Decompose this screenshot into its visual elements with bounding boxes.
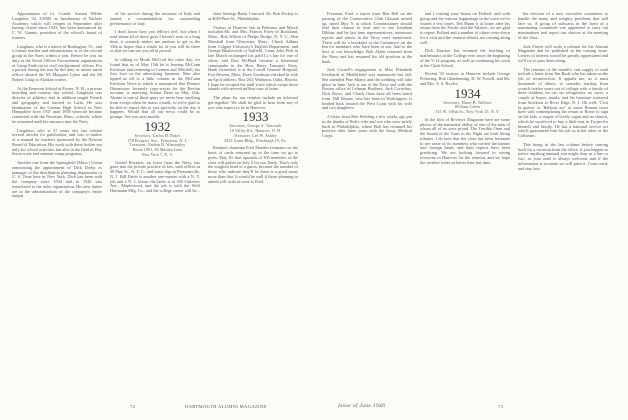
column-2: [110, 12, 200, 394]
article-paragraph: and I visiting your house on Federal. and with going and the various happenings in the town we've visited a few times. Ted Mann is at home after his return from the Pacific and the Atlantic, we are glad to report. Pollard and a number of others were down for a visit and the reunion details are coming along well.: [420, 12, 510, 45]
left-page-number: 72: [130, 404, 136, 409]
issue-date: Issue of June 1946: [338, 403, 386, 409]
article-paragraph: Jack Cornell's engagement to Miss Elizabeth Everhardt of Middlefield was announced last fall. She attended Pine Manor and the wedding will take place in June. Jack is out of the Navy and with the Boston office of Lehman Brothers. Jack Cornelius, Dick Rowe, and Chuck Ginn have all been heard from. Bill Bryant, who has been in Washington, is headed back toward the West Coast with his wife and two daughters.: [322, 67, 412, 111]
column-1: [12, 12, 102, 394]
class-officer-line: Treasurer, Nathan B. Winstanley: [129, 143, 186, 148]
class-year-heading: 1934: [454, 85, 481, 101]
article-paragraph: Visitors at Hanover Inn in February and March included Mr. and Mrs. Francis Foley of Rockland, Mass., Bob Wilkin of Phelps Dodge, N. Y. C., Ben Marshall from Worcester, Mass., Chuck Adkins from Colgate University's English Department, and George Blodsworth of Suffield, Conn. John Fish in late March exchanged his gold Lt.'s bar for one of silver, and Don McPhail became a lieutenant commander in the Hon. Harry Truman's Navy. Hank Greenleaf is at the Lovell General Hospital, Fort Devens, Mass. Dave Goodman checked in with an April address: Box 263, Wahiawa, Oahu, Hawaii. I hope he escaped the tidal wave which swept those islands with several million tons of brine.: [208, 24, 298, 92]
column-3: [208, 12, 298, 394]
article-paragraph: Another one from the Springfield (Mass.) Union announcing the appointment of Dick Derby as manager of the distribution planning department of U. S. Time here in New York. Dick has been with the company since 1934 and in 1940 was transferred to the sales organization. His new duties are in the administration of the company's entire output.: [12, 160, 102, 199]
class-officer-line: Secretary, George A. Theriault: [229, 124, 282, 129]
class-officer-line: 315 W. 106th St., New York 25, N. Y.: [435, 110, 500, 114]
right-page-number: 73: [498, 404, 504, 409]
article-paragraph: Jack Frayer will write a column for the Alumni Magazine and be published in the coming issue. Letters of interest would be greatly appreciated and we'll try to pass them along.: [518, 43, 608, 63]
class-officer-line: William Cohen: [454, 105, 481, 110]
class-year-heading: 1933: [242, 109, 269, 125]
column-6: [518, 12, 608, 394]
class-officer-line: 10 Valley Rd., Hanover, N. H.: [229, 129, 282, 133]
article-paragraph: Laughton, who is 37 years old, has written several articles for publication, and was co-author of a manual for teachers sponsored by the Newton Board of Education. His work with these bodies not only for school activities but also in the field of Boy Scout work and summer camp programs.: [12, 127, 102, 157]
article-paragraph: A letter from Bob Fielding a few weeks ago put in the thanks of Bob's wife and son who were safely back in Philadelphia, where Bob has resumed his practice after three years with the Army Medical Corps.: [322, 114, 412, 138]
article-paragraph: The plans for our reunion include an informal get-together. We shall be glad to hear from any of you who expect to be in Hanover.: [208, 95, 298, 110]
class-officer-line: Room 1801, 80 Maiden Lane: [132, 148, 183, 152]
article-paragraph: Dick Drucker has resumed the teaching of mathematics at the College ever since the beginning of the V-12 program, as well as continuing his work at the Clark School.: [420, 48, 510, 68]
article-paragraph: At the Emerson School at Exeter, N. H., a private boarding and country day school, Laughton was director of athletics and in addition taught French and geography and tutored in Latin. He was headmaster of the Canaan High School in New Hampshire from 1937 until 1938 when he became connected with the Newman, Mass., schools, where he remained until his entrance into the Navy.: [12, 85, 102, 124]
column-5: [420, 12, 510, 394]
class-officer-line: Treasurer, Lee W. Ashley: [233, 133, 278, 138]
article-paragraph: I don't know how you fellows feel, but when I read about all of these guys I haven't seen in a long time, it certainly makes me anxious to get to the 15th in hopes that a whole lot of you will be there so that we can see you all in person.: [110, 29, 200, 54]
article-paragraph: The remains of the month's vast supply of mail include a letter from Jim Buck who has taken on the job of reconversion. It appalls me, as it must thousands of others, to consider starting from scratch twelve years out of college with a family of three children, no car, no refrigerator, no stove, a couple of hopes, trunks, and his furniture scattered from Stockton to River Edge, N. J. Oh well, 'C'est la guerre' or 'Balloon ace' as some Roman court have said contemplating his return to Rome to sign on his kids, a couple of lovely organ and no chariot, which he sacrificed to buy a little seat in Trojan for himself and family. He has a national service act which guaranteed him his job as ticket taker at the Coliseum.: [518, 66, 608, 138]
article-paragraph: Recent '33 visitors to Hanover include George Pickering, Bob Glendenning, D. W. Powell, and Mr. and Mrs. S. S. Boyles.: [420, 71, 510, 86]
article-paragraph: Laughton, who is a native of Burlington, Vt., and a former teacher and administrator, is of the second group in the Navy within a year. Before he was on duty at the Naval Officer Procurement organization at Camp Endicott in civil readjustment offices. For a period during the war he did duty as senior naval officer aboard the SS Margaret Lykes and the SS Robert Craig in Alaskan waters.: [12, 43, 102, 82]
article-paragraph: Appointment of Lt. Comdr. Ansten Wilder Laughton '32, USNR, as headmaster of Nichols Academy which will reopen in September after having closed since 1943, has been announced by C. W. Gannis, president of the school's board of trustees.: [12, 12, 102, 40]
article-paragraph: shire Savings Bank, Concord. Dr. Bob Dickey is at 4029 Pine St., Philadelphia.: [208, 12, 298, 21]
magazine-name: DARTMOUTH ALUMNI MAGAZINE: [185, 404, 267, 409]
article-paragraph: Gerald Boynton, on leave from the Navy, has gone into the private practice of law, with offices at 30 Pine St., N. Y. C., and some digs at Pleasantville, N. J. Bill Davis is another one-master with a N. Y. job and a N. J. home; the latter is at 350 Oakview Ave., Maplewood, and the job is with the Wolf Hartmann Mfg. Co., and the college career will be...: [110, 159, 200, 193]
class-officer-line: Secretary, Elmer B. Wallace: [443, 100, 492, 105]
article-paragraph: In the files of Reviews Magazine here are some photos of the memorial ability of one of the men of whom all of us were proud. The Terrible Ones and the Sound of the Guns in the Night are both fitting tributes. I do here that the class has been fortunate to see some of its members who carried the banner into foreign lands, and their reports have been gratifying. We are looking forward to seeing everyone in Hanover for the reunion, and we hope the weather treats us better than last time.: [420, 116, 510, 165]
article-paragraph: Reunion chairman Fred Marden estimates on the basis of cards returned up to the time we go to press, May 10, that upwards of 100 members of the class will gather on July 5 for our Tenth. That's only the toughest kind of a guess, because the number of those who indicate they'll be there is a good many more than that. It would be well if those planning to attend will write at once to Fred.: [208, 145, 298, 184]
article-paragraph: Freeman, Fred, a report from Ben Bell on the passing of the Conservative Club Glasnak turned up, dated May 9, at which Commissioner should find their chance to hear and to see Jonathan Dibbin; and by last time representatives, numerous reports and rumor in the Navy were mentioned. There will be a breakfast at the Commerce on the Inn for members who have been at sea. And to the best of our knowledge, Bob Alden returned from the Navy and has resumed his old position at the bank.: [322, 12, 412, 64]
class-officer-line: 2812 Grant Bldg., Pittsburgh 19, Pa.: [224, 138, 287, 143]
column-4: [322, 12, 412, 394]
class-officer-line: New York 7, N. Y.: [141, 152, 174, 157]
class-officer-line: Secretary, Carlos H. Baker: [134, 133, 181, 138]
article-paragraph: of his service during the invasion of Italy and earned a commendation for outstanding performance of duty.: [110, 12, 200, 26]
article-paragraph: In talking to Monk McCord the other day, we found that as of May 15th he is leaving McCann Erickson and returning to Lennen and Mitchell, his first love in the advertising business. Mac also tipped us off to a little column in the McCann Erickson News to which it announced that Eleanor Dinsmoore, formerly copy-writer for the Revlon account, is marrying Aleane Dean on May 14th. Aleane is one of those guys we never hear anything from except when he draws a bank, so we're glad to be able to report this to you precisely on the day it happens. Would that all our news could be as prompt. See you next month.: [110, 57, 200, 119]
article-paragraph: the election of a new executive committee to handle the many and weighty problems that will face us. A group of stalwarts in the form of a nominating committee was appointed to carry out nominations and report our choices at the meeting of the class.: [518, 12, 608, 40]
class-year-heading: 1932: [144, 118, 171, 134]
article-paragraph: This being in the last column before coming back for a vacation from the office, if you happen to notice anything unusual you might drop us a line or two, as your mail is always welcome and if the information is accurate we will print it. Come early and stay late.: [518, 141, 608, 171]
class-officer-line: 178 Prospect Ave., Princeton, N. J.: [127, 138, 188, 143]
